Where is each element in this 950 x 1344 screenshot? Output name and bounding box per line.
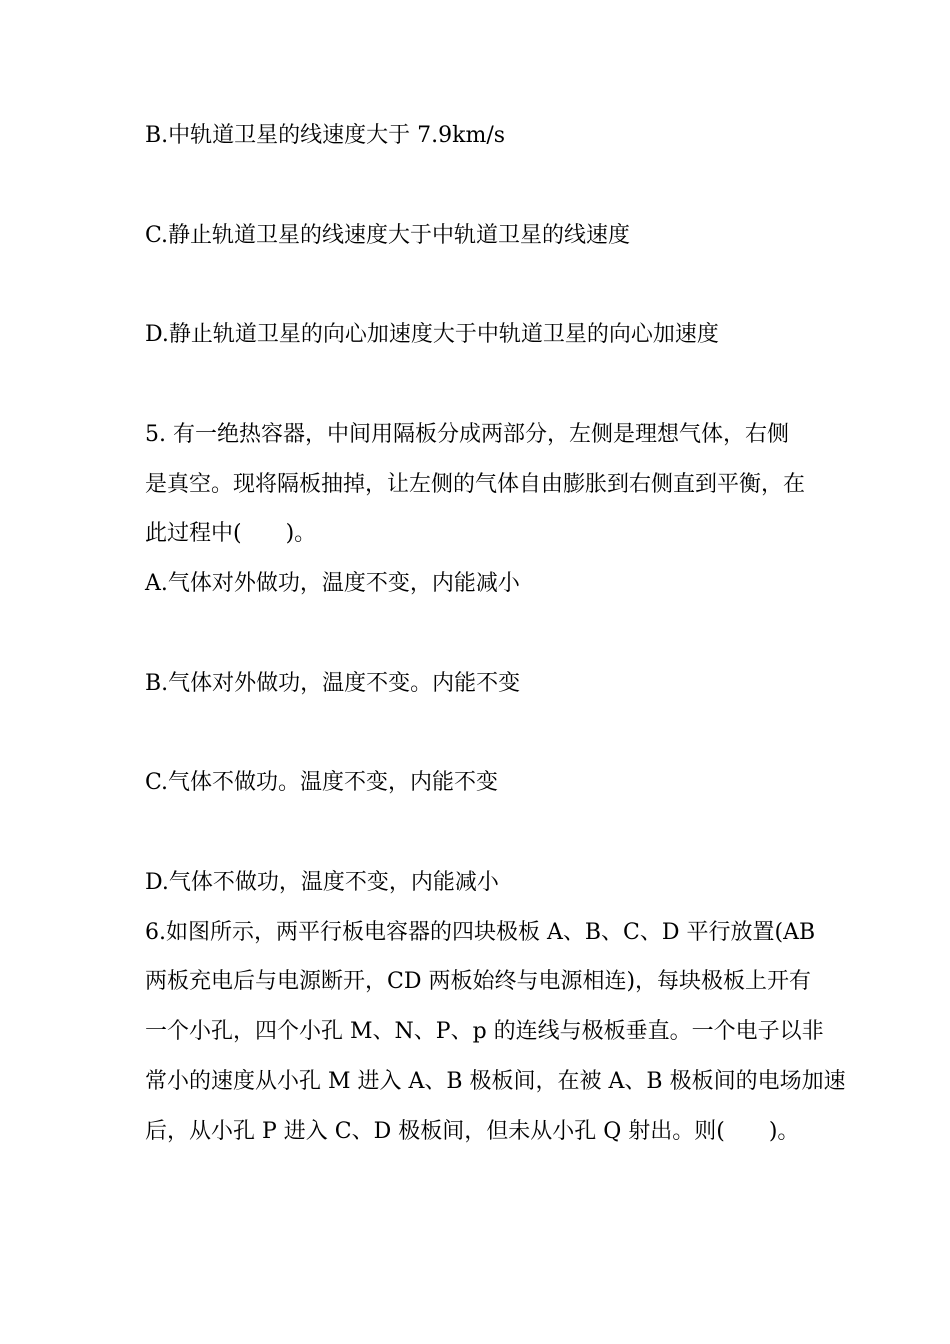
q5-option-a: A.气体对外做功，温度不变，内能减小 <box>145 571 520 596</box>
q6-stem-line-5: 后，从小孔 P 进入 C、D 极板间，但未从小孔 Q 射出。则( )。 <box>145 1119 800 1144</box>
q5-stem-line-2: 是真空。现将隔板抽掉，让左侧的气体自由膨胀到右侧直到平衡，在 <box>145 472 806 497</box>
q5-stem-line-3: 此过程中( )。 <box>145 521 317 546</box>
q6-stem-line-4: 常小的速度从小孔 M 进入 A、B 极板间，在被 A、B 极板间的电场加速 <box>145 1069 846 1094</box>
q5-option-d: D.气体不做功，温度不变，内能减小 <box>145 870 499 895</box>
q4-option-c: C.静止轨道卫星的线速度大于中轨道卫星的线速度 <box>145 223 631 248</box>
q6-stem-line-1: 6.如图所示，两平行板电容器的四块极板 A、B、C、D 平行放置(AB <box>145 920 816 945</box>
q6-stem-line-2: 两板充电后与电源断开，CD 两板始终与电源相连)，每块极板上开有 <box>145 969 812 994</box>
q5-option-b: B.气体对外做功，温度不变。内能不变 <box>145 671 521 696</box>
q6-stem-line-3: 一个小孔，四个小孔 M、N、P、p 的连线与极板垂直。一个电子以非 <box>145 1019 824 1044</box>
q4-option-d: D.静止轨道卫星的向心加速度大于中轨道卫星的向心加速度 <box>145 322 719 347</box>
q4-option-b: B.中轨道卫星的线速度大于 7.9km/s <box>145 123 506 148</box>
q5-option-c: C.气体不做功。温度不变，内能不变 <box>145 770 499 795</box>
q5-stem-line-1: 5. 有一绝热容器，中间用隔板分成两部分，左侧是理想气体，右侧 <box>145 422 789 447</box>
